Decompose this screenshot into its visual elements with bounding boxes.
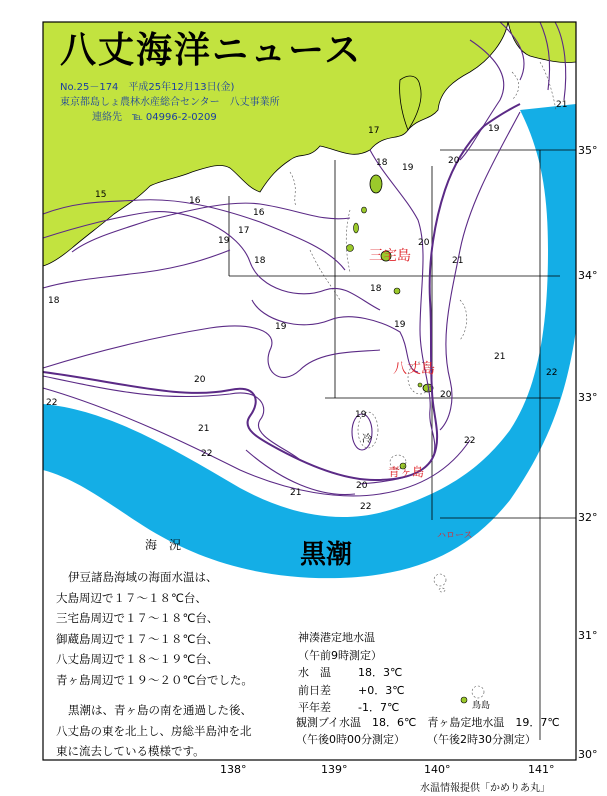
buoy-line: 観測ブイ水温 18．6℃ 青ヶ島定地水温 19．7℃	[296, 716, 560, 729]
lon-label-138: 138°	[220, 763, 247, 776]
desc-line: 青ヶ島周辺で１９～２０℃台でした。	[56, 672, 253, 687]
lat-label-31: 31°	[578, 629, 598, 642]
contour-label-20c: 20	[194, 375, 206, 385]
contour-label-20e: 20	[356, 481, 368, 491]
contour-label-22: 22	[546, 368, 558, 378]
reading-row	[298, 664, 405, 682]
contour-label-19: 19	[218, 236, 230, 246]
lat-label-34: 34°	[578, 269, 598, 282]
contour-label-17b: 17	[368, 126, 380, 136]
buoy-time-line: （午後0時00分測定） （午後2時30分測定）	[296, 733, 536, 746]
station-readings	[298, 629, 405, 717]
contour-label-20: 20	[418, 238, 430, 248]
contour-label-20d: 20	[440, 390, 452, 400]
reading-value: +0．3℃	[358, 683, 405, 697]
lat-label-30: 30°	[578, 748, 598, 761]
desc-line: 八丈島の東を北上し、房総半島沖を北	[56, 723, 252, 738]
desc-line: 御蔵島周辺で１７～１８℃台、	[56, 631, 219, 646]
data-source: 水温情報提供「かめりあ丸」	[420, 783, 550, 794]
reading-value: -1．7℃	[358, 701, 400, 714]
lat-label-35: 35°	[578, 144, 598, 157]
sea-conditions-heading: 海 況	[145, 538, 182, 552]
reading-label: 水 温	[298, 666, 331, 679]
reading-value: 18．3℃	[358, 666, 403, 679]
hachijo-kojima	[418, 383, 422, 387]
kuroshio-paragraph	[56, 700, 253, 762]
desc-line: 東に流去している模様です。	[56, 744, 205, 758]
station-title: 神湊港定地水温	[298, 631, 375, 644]
contour-label-18d: 18	[370, 284, 382, 294]
lat-label-32: 32°	[578, 511, 598, 524]
contour-label-21b: 21	[494, 352, 506, 362]
hachijo-label: 八丈島	[393, 361, 435, 377]
niijima-island	[354, 223, 359, 233]
mikura-island	[394, 288, 400, 294]
contour-label-21c: 21	[198, 424, 210, 434]
sea-temp-paragraph	[56, 567, 253, 690]
desc-line: 三宅島周辺で１７～１８℃台、	[56, 611, 219, 625]
contour-label-20b: 20	[448, 156, 460, 166]
contour-label-17: 17	[238, 226, 250, 236]
desc-line: 八丈島周辺で１８～１９℃台、	[56, 652, 219, 666]
contour-label-21d: 21	[290, 488, 302, 498]
halos-label: ハロース	[437, 531, 473, 541]
reading-label: 平年差	[298, 701, 331, 714]
contour-label-16b: 16	[253, 208, 265, 218]
miyake-label: 三宅島	[369, 248, 411, 264]
issue-number: No.25－174 平成25年12月13日(金)	[60, 82, 235, 93]
kozushima-island	[347, 245, 354, 252]
contour-label-22e: 22	[464, 436, 476, 446]
contour-label-18b: 18	[254, 256, 266, 266]
desc-line: 大島周辺で１７～１８℃台、	[56, 590, 207, 605]
torishima-island	[461, 697, 467, 703]
lat-label-33: 33°	[578, 391, 598, 404]
contour-label-22c: 22	[201, 449, 213, 459]
organization: 東京都島しょ農林水産総合センター 八丈事業所	[60, 97, 280, 108]
lon-label-139: 139°	[321, 763, 348, 776]
lon-label-140: 140°	[424, 763, 451, 776]
reading-label: 前日差	[298, 683, 331, 697]
contour-label-18: 18	[376, 158, 388, 168]
page-title: 八丈海洋ニュース	[60, 29, 363, 71]
kuroshio-label: 黒潮	[300, 540, 353, 570]
reading-row	[298, 682, 405, 700]
sea-conditions-text	[56, 567, 253, 772]
contour-label-19f: 19	[488, 124, 500, 134]
lon-label-141: 141°	[528, 763, 555, 776]
buoy-readings	[296, 714, 560, 748]
contour-label-19c: 19	[402, 163, 414, 173]
aogashima-label: 青ヶ島	[388, 465, 425, 479]
station-subtitle: （午前9時測定）	[298, 648, 382, 662]
torishima-label: 鳥島	[472, 701, 491, 711]
contour-label-22d: 22	[360, 502, 372, 512]
toshima-island	[362, 207, 367, 213]
contour-label-19e: 19	[355, 410, 367, 420]
contact: 連絡先 ℡ 04996-2-0209	[92, 112, 217, 123]
cold-water-label: 冷	[362, 434, 372, 445]
contour-label-21e: 21	[556, 100, 568, 110]
oshima-island	[370, 175, 382, 193]
desc-line: 黒潮は、青ヶ島の南を通過した後、	[68, 703, 252, 717]
contour-label-22b: 22	[46, 398, 58, 408]
desc-line: 伊豆諸島海域の海面水温は、	[68, 570, 218, 584]
contour-label-19b: 19	[275, 322, 287, 332]
issue-info	[60, 80, 280, 125]
contour-label-16: 16	[189, 196, 201, 206]
contour-label-15: 15	[95, 190, 107, 200]
contour-label-18c: 18	[48, 296, 60, 306]
contour-label-19d: 19	[394, 320, 406, 330]
contour-label-21: 21	[452, 256, 464, 266]
